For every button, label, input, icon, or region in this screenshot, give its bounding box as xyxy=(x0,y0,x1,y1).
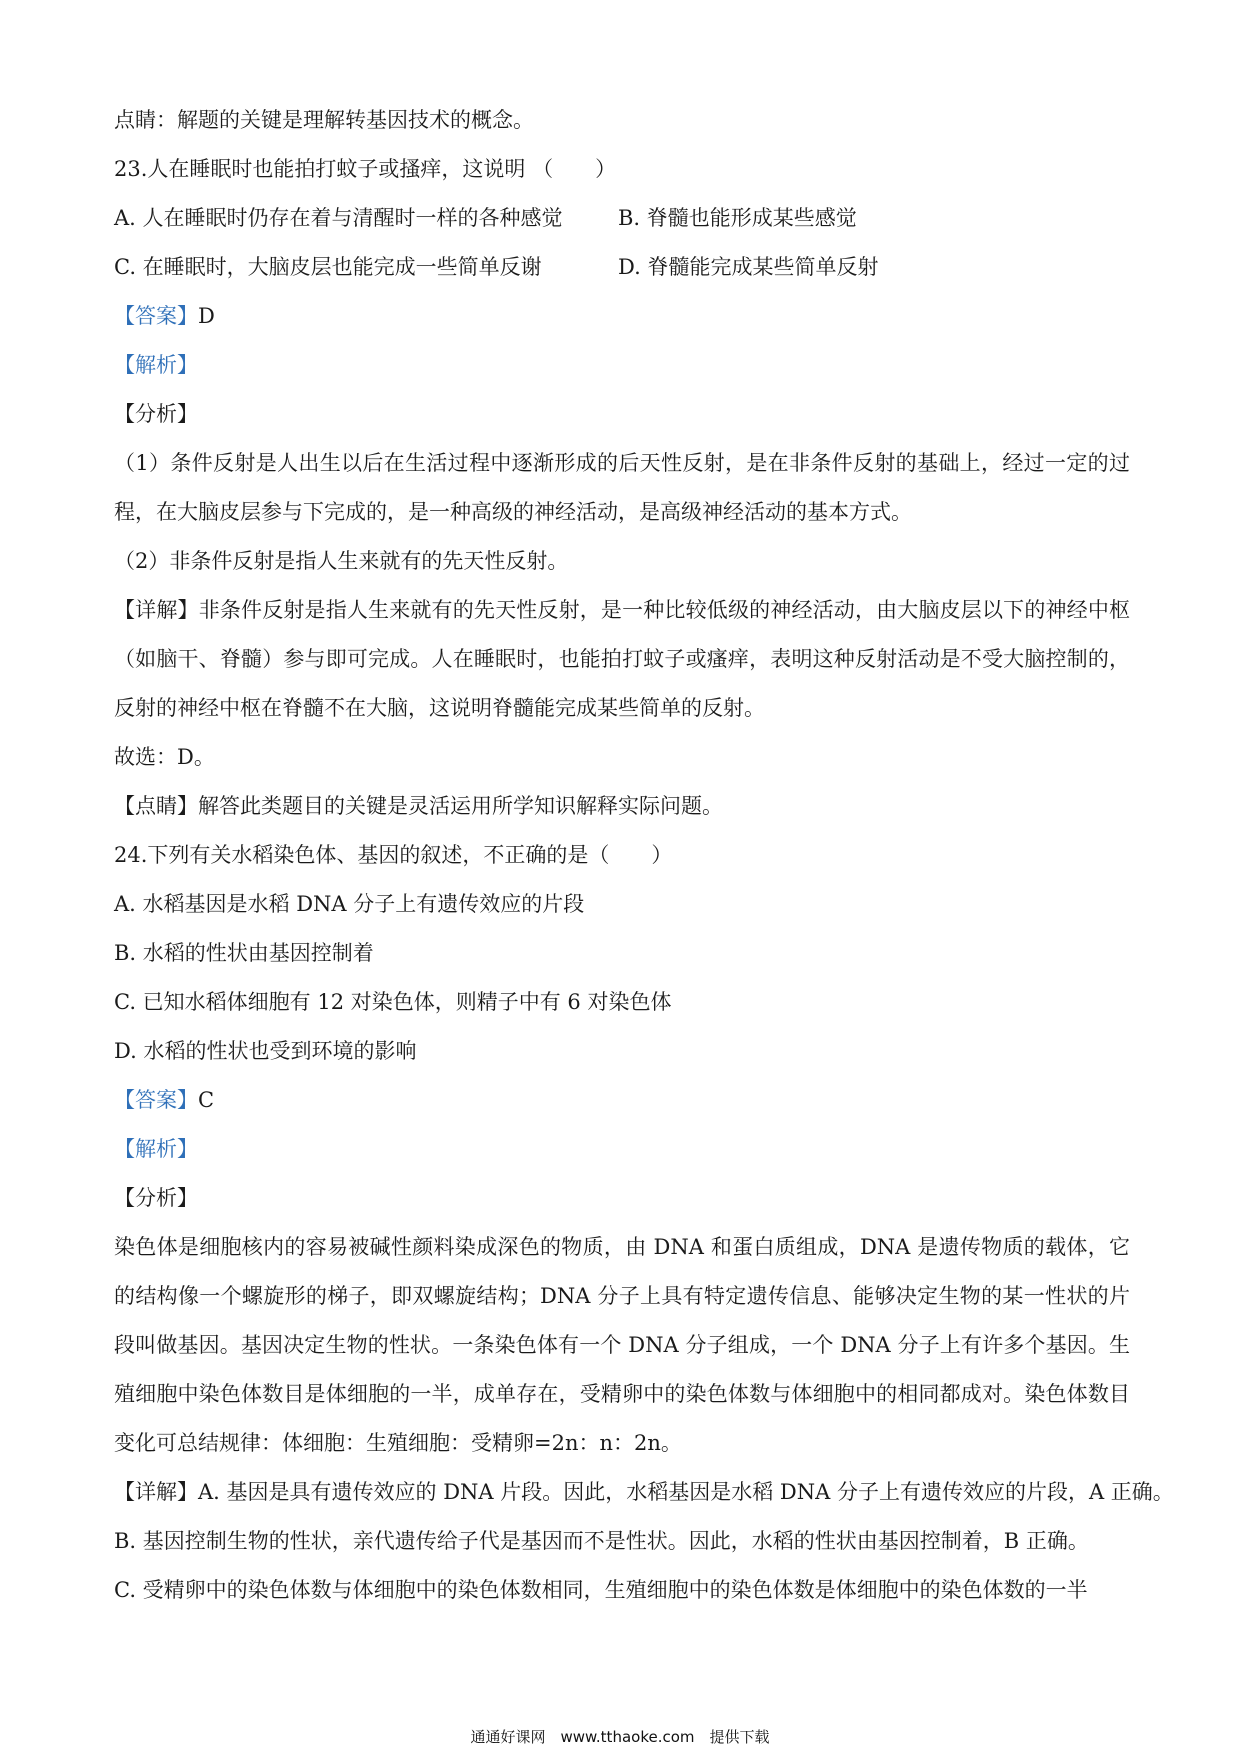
answer-tag: 【答案】 xyxy=(114,304,198,328)
question-23-options-row-2 xyxy=(114,243,1130,292)
question-23-analysis-1: （1）条件反射是人出生以后在生活过程中逐渐形成的后天性反射，是在非条件反射的基础上，经过一定的过程，在大脑皮层参与下完成的，是一种高级的神经活动，是高级神经活动的基本方式。 xyxy=(114,451,1130,524)
question-23-jiexi-tag: 【解析】 xyxy=(114,353,198,377)
option-c: C. 已知水稻体细胞有 12 对染色体，则精子中有 6 对染色体 xyxy=(114,990,672,1014)
question-24-stem: 24.下列有关水稻染色体、基因的叙述，不正确的是（ ） xyxy=(114,843,673,867)
option-b: B. 水稻的性状由基因控制着 xyxy=(114,941,374,965)
question-23-options-row-1 xyxy=(114,194,1130,243)
question-23-analysis-2: （2）非条件反射是指人生来就有的先天性反射。 xyxy=(114,549,569,573)
option-d: D. 水稻的性状也受到环境的影响 xyxy=(114,1039,417,1063)
detail-text: 非条件反射是指人生来就有的先天性反射，是一种比较低级的神经活动，由大脑皮层以下的神经中枢（如脑干、脊髓）参与即可完成。人在睡眠时，也能拍打蚊子或瘙痒，表明这种反射活动是不受大脑控制的，反射的神经中枢在脊髓不在大脑，这说明脊髓能完成某些简单的反射。 xyxy=(114,598,1131,720)
detail-tag: 【详解】 xyxy=(114,598,199,622)
page-footer: 通通好课网 www.tthaoke.com 提供下载 xyxy=(470,1728,770,1746)
question-24-jiexi-tag: 【解析】 xyxy=(114,1137,198,1161)
tip-tag: 【点睛】 xyxy=(114,794,198,818)
answer-value: D xyxy=(198,304,215,328)
question-24-detail-c: C. 受精卵中的染色体数与体细胞中的染色体数相同，生殖细胞中的染色体数是体细胞中的染色体数的一半 xyxy=(114,1578,1088,1602)
question-24-detail-b: B. 基因控制生物的性状，亲代遗传给子代是基因而不是性状。因此，水稻的性状由基因控制着，B 正确。 xyxy=(114,1529,1089,1553)
option-c: C. 在睡眠时，大脑皮层也能完成一些简单反谢 xyxy=(114,255,542,279)
detail-tag: 【详解】 xyxy=(114,1480,198,1504)
question-24-analysis: 染色体是细胞核内的容易被碱性颜料染成深色的物质，由 DNA 和蛋白质组成，DNA 是遗传物质的载体，它的结构像一个螺旋形的梯子，即双螺旋结构；DNA 分子上具有特定遗传信息、能够决定生物的某一性状的片段叫做基因。基因决定生物的性状。一条染色体有一个 DNA 分子组成，一个 DNA 分子上有许多个基因。生殖细胞中染色体数目是体细胞的一半，成单存在，受精卵中的染色体数与体细胞中的相同都成对。染色体数目变化可总结规律：体细胞：生殖细胞：受精卵=2n：n：2n。 xyxy=(114,1235,1130,1455)
option-d: D. 脊髓能完成某些简单反射 xyxy=(618,255,879,279)
detail-text-a: A. 基因是具有遗传效应的 DNA 片段。因此，水稻基因是水稻 DNA 分子上有遗传效应的片段，A 正确。 xyxy=(198,1480,1174,1504)
question-24-detail-a xyxy=(114,1468,1174,1517)
document-page xyxy=(114,96,1174,1615)
option-b: B. 脊髓也能形成某些感觉 xyxy=(618,206,857,230)
question-23-stem: 23.人在睡眠时也能拍打蚊子或搔痒，这说明 （ ） xyxy=(114,157,617,181)
tip-text: 解答此类题目的关键是灵活运用所学知识解释实际问题。 xyxy=(198,794,723,818)
question-23-fenxi-tag: 【分析】 xyxy=(114,402,198,426)
question-23-answer xyxy=(114,292,1130,341)
option-a: A. 人在睡眠时仍存在着与清醒时一样的各种感觉 xyxy=(114,206,563,230)
option-a: A. 水稻基因是水稻 DNA 分子上有遗传效应的片段 xyxy=(114,892,585,916)
question-23-detail xyxy=(114,586,1130,733)
answer-tag: 【答案】 xyxy=(114,1088,198,1112)
prev-tip: 点睛：解题的关键是理解转基因技术的概念。 xyxy=(114,108,534,132)
question-23-tip xyxy=(114,782,1130,831)
question-24-fenxi-tag: 【分析】 xyxy=(114,1186,198,1210)
answer-value: C xyxy=(198,1088,215,1112)
question-24-answer xyxy=(114,1076,1130,1125)
question-23-choose: 故选：D。 xyxy=(114,745,215,769)
